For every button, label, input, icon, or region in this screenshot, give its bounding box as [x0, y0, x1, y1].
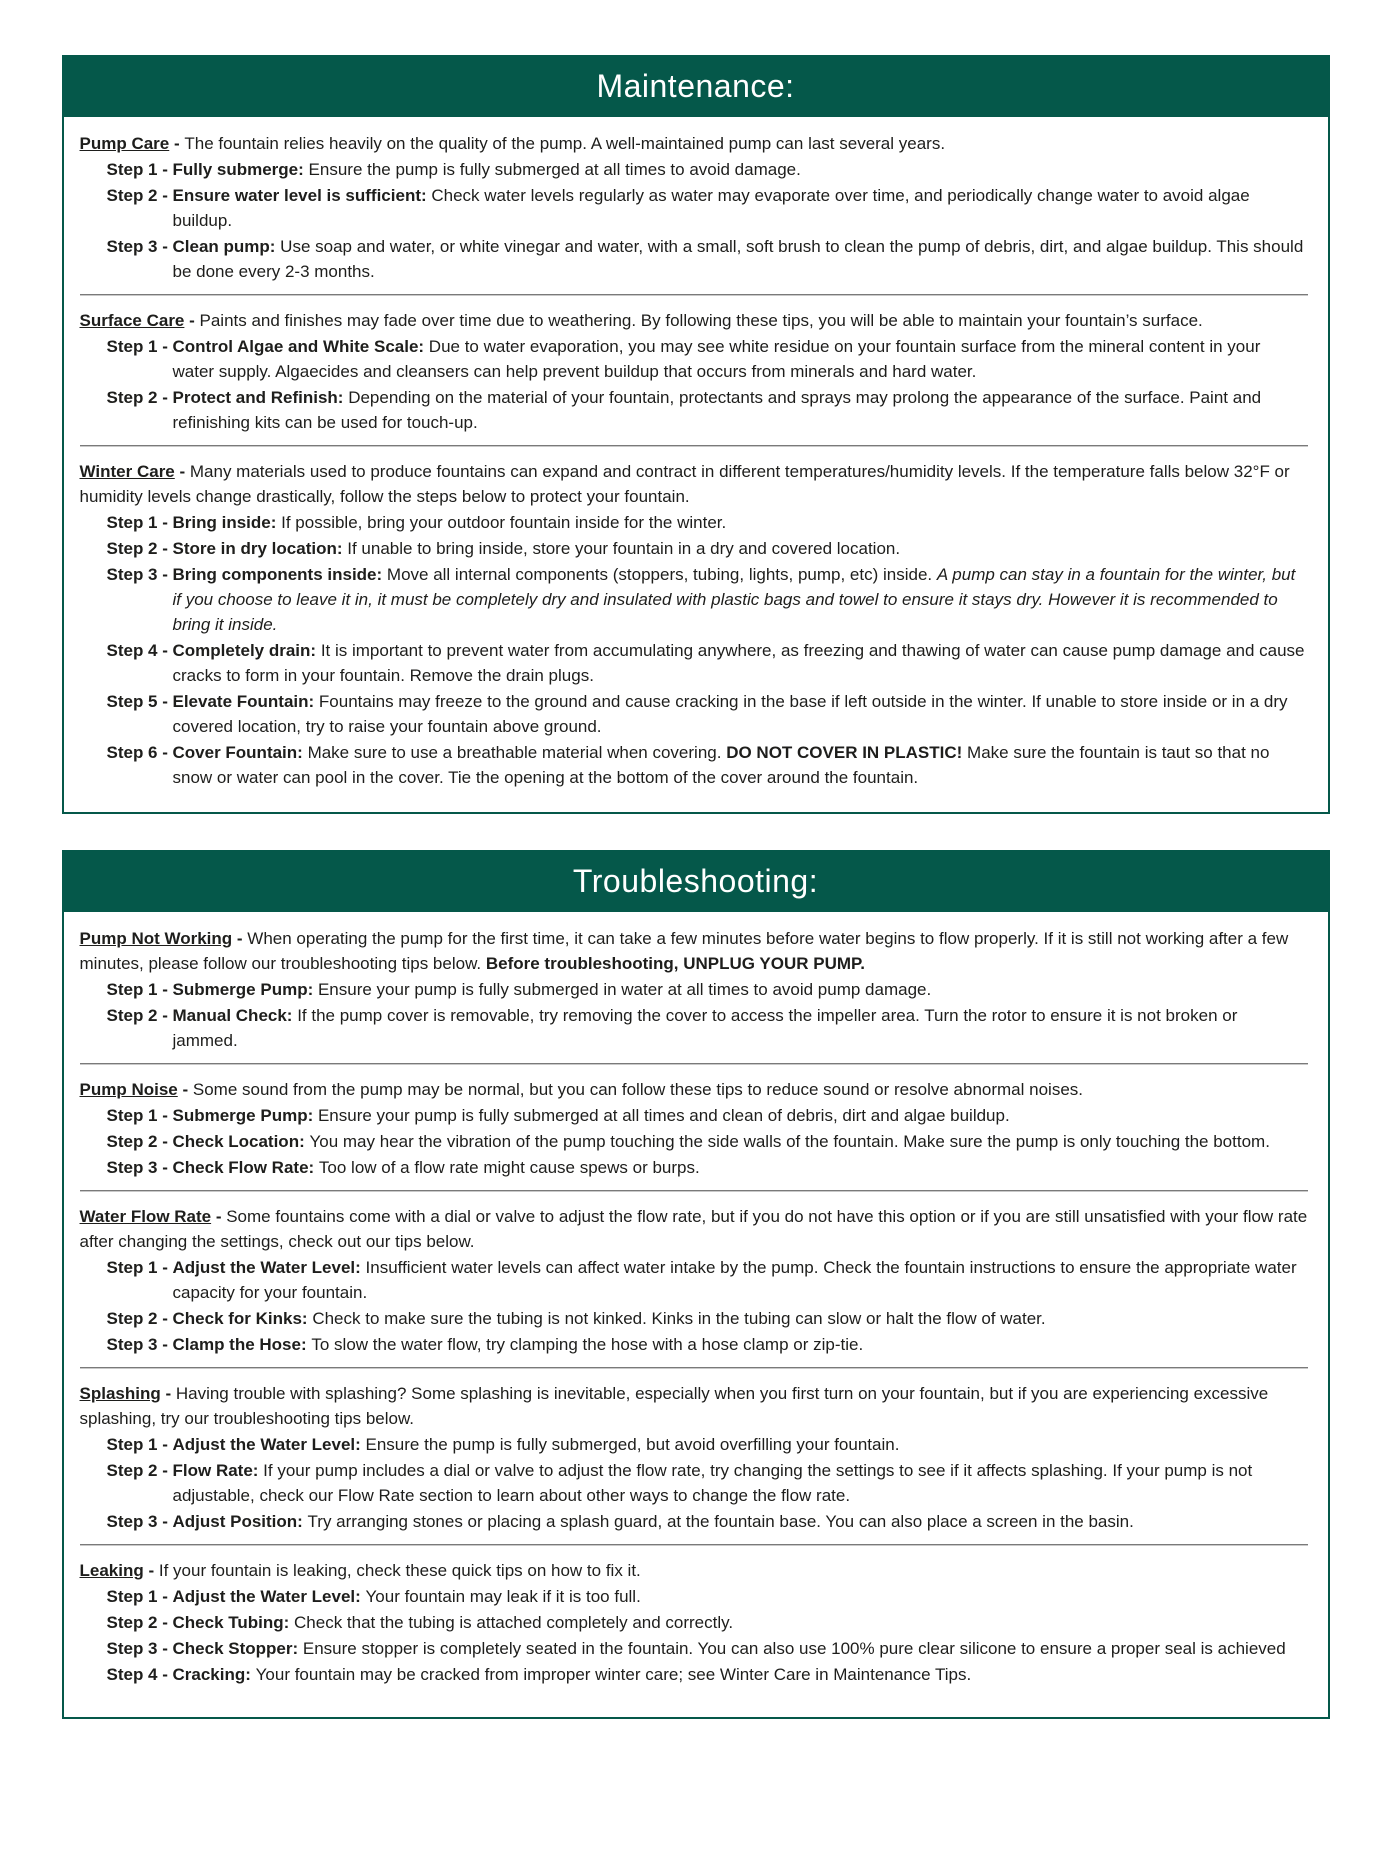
step-text	[173, 638, 1308, 688]
text-run: If the pump cover is removable, try removing the cover to access the impeller area. Turn the rotor to ensure it is not broken or jammed.	[172, 1006, 1238, 1050]
step-label: Adjust Position:	[172, 1512, 308, 1531]
group-name-separator: -	[184, 311, 200, 330]
group-divider	[80, 294, 1308, 296]
step-label: Adjust the Water Level:	[172, 1258, 366, 1277]
text-run: Before troubleshooting, UNPLUG YOUR PUMP.	[485, 954, 865, 973]
group-winter-care	[80, 459, 1308, 790]
group-divider	[80, 1367, 1308, 1369]
step-row	[107, 977, 1308, 1002]
text-run: Depending on the material of your fountain, protectants and sprays may prolong the appearance of the surface. Paint and refinishing kits can be used for touch-up.	[172, 388, 1262, 432]
step-number: Step 2 -	[106, 186, 168, 205]
step-number: Step 1 -	[106, 513, 168, 532]
step-text	[173, 1509, 1308, 1534]
troubleshooting-header-bar	[64, 852, 1328, 912]
step-label: Clamp the Hose:	[172, 1335, 312, 1354]
text-run: DO NOT COVER IN PLASTIC!	[726, 743, 963, 762]
step-number: Step 1 -	[106, 1258, 168, 1277]
text-run: Ensure your pump is fully submerged at all times and clean of debris, dirt and algae buildup.	[317, 1106, 1010, 1125]
step-row	[107, 536, 1308, 561]
text-run: Insufficient water levels can affect water intake by the pump. Check the fountain instructions to ensure the appropriate water capacity for your fountain.	[172, 1258, 1297, 1302]
group-divider	[80, 1190, 1308, 1192]
maintenance-header-bar	[64, 57, 1328, 117]
step-number: Step 4 -	[106, 1665, 168, 1684]
step-number: Step 5 -	[106, 692, 168, 711]
step-label: Ensure water level is sufficient:	[172, 186, 432, 205]
group-splashing	[80, 1381, 1308, 1534]
text-run: Some fountains come with a dial or valve to adjust the flow rate, but if you do not have this option or if you are still unsatisfied with your flow rate after changing the settings, check out our tips below.	[79, 1207, 1308, 1251]
group-leaking	[80, 1558, 1308, 1687]
text-run: Paints and finishes may fade over time due to weathering. By following these tips, you will be able to maintain your fountain’s surface.	[199, 311, 1203, 330]
step-number: Step 2 -	[106, 1006, 168, 1025]
step-row	[107, 689, 1308, 739]
step-row	[107, 334, 1308, 384]
step-number: Step 2 -	[106, 1613, 168, 1632]
maintenance-section	[62, 55, 1330, 814]
group-intro	[80, 1558, 1308, 1583]
text-run: Ensure stopper is completely seated in the fountain. You can also use 100% pure clear silicone to ensure a proper seal is achieved	[302, 1639, 1286, 1658]
text-run: Fountains may freeze to the ground and cause cracking in the base if left outside in the winter. If unable to store inside or in a dry covered location, try to raise your fountain above ground.	[172, 692, 1288, 736]
troubleshooting-section	[62, 850, 1330, 1719]
text-run: Your fountain may be cracked from improper winter care; see Winter Care in Maintenance Tips.	[255, 1665, 972, 1684]
step-text	[173, 1129, 1308, 1154]
step-text	[173, 536, 1308, 561]
group-pump-not-working	[80, 926, 1308, 1053]
group-intro	[80, 926, 1308, 976]
step-row	[107, 1306, 1308, 1331]
group-name-separator: -	[232, 929, 248, 948]
step-label: Check Stopper:	[172, 1639, 303, 1658]
group-name-separator: -	[211, 1207, 227, 1226]
step-label: Clean pump:	[172, 237, 281, 256]
group-intro	[80, 1381, 1308, 1431]
step-row	[107, 1003, 1308, 1053]
step-label: Check for Kinks:	[172, 1309, 313, 1328]
group-divider	[80, 1063, 1308, 1065]
troubleshooting-title: Troubleshooting:	[572, 863, 819, 899]
step-label: Submerge Pump:	[172, 980, 318, 999]
step-text	[173, 562, 1308, 637]
step-text	[173, 1155, 1308, 1180]
group-name-separator: -	[160, 1384, 176, 1403]
group-name-separator: -	[169, 134, 185, 153]
step-label: Bring components inside:	[172, 565, 387, 584]
step-text	[173, 1636, 1308, 1661]
step-label: Control Algae and White Scale:	[172, 337, 429, 356]
step-number: Step 3 -	[106, 237, 168, 256]
step-label: Cover Fountain:	[172, 743, 308, 762]
step-row	[107, 1458, 1308, 1508]
group-name: Pump Care	[79, 134, 170, 153]
step-row	[107, 1255, 1308, 1305]
step-label: Manual Check:	[172, 1006, 298, 1025]
step-row	[107, 1103, 1308, 1128]
step-row	[107, 157, 1308, 182]
step-text	[173, 385, 1308, 435]
step-number: Step 3 -	[106, 1158, 168, 1177]
text-run: Your fountain may leak if it is too full.	[365, 1587, 641, 1606]
text-run: Ensure your pump is fully submerged in water at all times to avoid pump damage.	[317, 980, 932, 999]
step-row	[107, 1662, 1308, 1687]
group-divider	[80, 445, 1308, 447]
group-name: Surface Care	[79, 311, 185, 330]
step-number: Step 3 -	[106, 1639, 168, 1658]
text-run: When operating the pump for the first time, it can take a few minutes before water begins to flow properly. If it is still not working after a few minutes, please follow our troubleshooting tips below.	[79, 929, 1289, 973]
group-name: Winter Care	[79, 462, 175, 481]
step-text	[173, 1458, 1308, 1508]
step-text	[173, 1332, 1308, 1357]
text-run: Having trouble with splashing? Some splashing is inevitable, especially when you first turn on your fountain, but if you are experiencing excessive splashing, try our troubleshooting tips below.	[79, 1384, 1269, 1428]
step-label: Submerge Pump:	[172, 1106, 318, 1125]
text-run: If your fountain is leaking, check these quick tips on how to fix it.	[158, 1561, 641, 1580]
step-number: Step 1 -	[106, 1106, 168, 1125]
text-run: Ensure the pump is fully submerged, but avoid overfilling your fountain.	[365, 1435, 900, 1454]
step-number: Step 1 -	[106, 337, 168, 356]
step-number: Step 2 -	[106, 1132, 168, 1151]
step-label: Adjust the Water Level:	[172, 1435, 366, 1454]
group-name: Pump Noise	[79, 1080, 178, 1099]
step-number: Step 2 -	[106, 1461, 168, 1480]
step-row	[107, 562, 1308, 637]
step-label: Adjust the Water Level:	[172, 1587, 366, 1606]
step-text	[173, 510, 1308, 535]
group-intro	[80, 1204, 1308, 1254]
group-name-separator: -	[177, 1080, 193, 1099]
step-text	[173, 977, 1308, 1002]
group-surface-care	[80, 308, 1308, 435]
step-row	[107, 1584, 1308, 1609]
step-label: Check Tubing:	[172, 1613, 295, 1632]
step-row	[107, 234, 1308, 284]
text-run: Try arranging stones or placing a splash guard, at the fountain base. You can also place a screen in the basin.	[307, 1512, 1134, 1531]
step-text	[173, 740, 1308, 790]
step-number: Step 2 -	[106, 388, 168, 407]
text-run: Some sound from the pump may be normal, but you can follow these tips to reduce sound or resolve abnormal noises.	[192, 1080, 1084, 1099]
text-run: A pump can stay in a fountain for the winter, but if you choose to leave it in, it must be completely dry and insulated with plastic bags and towel to ensure it stays dry. However it is recommended to bring it inside.	[172, 565, 1296, 634]
text-run: Many materials used to produce fountains can expand and contract in different temperatures/humidity levels. If the temperature falls below 32°F or humidity levels change drastically, follow the steps below to protect your fountain.	[79, 462, 1290, 506]
step-number: Step 1 -	[106, 160, 168, 179]
step-row	[107, 1610, 1308, 1635]
step-text	[173, 1255, 1308, 1305]
group-water-flow-rate	[80, 1204, 1308, 1357]
text-run: You may hear the vibration of the pump touching the side walls of the fountain. Make sure the pump is only touching the bottom.	[309, 1132, 1270, 1151]
text-run: Check to make sure the tubing is not kinked. Kinks in the tubing can slow or halt the flow of water.	[312, 1309, 1046, 1328]
step-text	[173, 234, 1308, 284]
step-number: Step 6 -	[106, 743, 168, 762]
step-text	[173, 157, 1308, 182]
troubleshooting-content	[64, 912, 1328, 1717]
step-number: Step 3 -	[106, 1512, 168, 1531]
step-text	[173, 1306, 1308, 1331]
text-run: If your pump includes a dial or valve to adjust the flow rate, try changing the settings to see if it affects splashing. If your pump is not adjustable, check our Flow Rate section to learn about other ways to change the flow rate.	[172, 1461, 1253, 1505]
text-run: It is important to prevent water from accumulating anywhere, as freezing and thawing of water can cause pump damage and cause cracks to form in your fountain. Remove the drain plugs.	[172, 641, 1305, 685]
text-run: Due to water evaporation, you may see white residue on your fountain surface from the mineral content in your water supply. Algaecides and cleansers can help prevent buildup that occurs from minerals and hard water.	[172, 337, 1261, 381]
step-text	[173, 1103, 1308, 1128]
step-number: Step 1 -	[106, 1435, 168, 1454]
step-number: Step 3 -	[106, 1335, 168, 1354]
text-run: Check water levels regularly as water may evaporate over time, and periodically change water to avoid algae buildup.	[172, 186, 1250, 230]
step-text	[173, 1662, 1308, 1687]
group-name: Leaking	[79, 1561, 144, 1580]
step-row	[107, 1155, 1308, 1180]
step-row	[107, 183, 1308, 233]
text-run: If possible, bring your outdoor fountain inside for the winter.	[281, 513, 727, 532]
text-run: Too low of a flow rate might cause spews or burps.	[318, 1158, 700, 1177]
step-text	[173, 183, 1308, 233]
group-name-separator: -	[143, 1561, 159, 1580]
step-number: Step 4 -	[106, 641, 168, 660]
step-text	[173, 1003, 1308, 1053]
step-number: Step 2 -	[106, 539, 168, 558]
step-label: Check Flow Rate:	[172, 1158, 319, 1177]
step-row	[107, 1332, 1308, 1357]
text-run: Ensure the pump is fully submerged at all times to avoid damage.	[308, 160, 801, 179]
step-text	[173, 334, 1308, 384]
maintenance-title: Maintenance:	[596, 68, 795, 104]
group-name: Water Flow Rate	[79, 1207, 212, 1226]
maintenance-content	[64, 117, 1328, 812]
text-run: Move all internal components (stoppers, tubing, lights, pump, etc) inside.	[386, 565, 937, 584]
step-row	[107, 1636, 1308, 1661]
page	[0, 55, 1391, 1855]
text-run: The fountain relies heavily on the quality of the pump. A well-maintained pump can last several years.	[184, 134, 946, 153]
step-label: Elevate Fountain:	[172, 692, 319, 711]
step-text	[173, 1584, 1308, 1609]
group-intro	[80, 459, 1308, 509]
step-row	[107, 1509, 1308, 1534]
group-pump-care	[80, 131, 1308, 284]
group-intro	[80, 131, 1308, 156]
step-label: Cracking:	[172, 1665, 256, 1684]
step-label: Flow Rate:	[172, 1461, 264, 1480]
care-guide-document	[0, 55, 1391, 1719]
step-label: Completely drain:	[172, 641, 321, 660]
group-name: Pump Not Working	[79, 929, 233, 948]
step-label: Bring inside:	[172, 513, 282, 532]
step-row	[107, 1129, 1308, 1154]
step-number: Step 2 -	[106, 1309, 168, 1328]
group-name: Splashing	[79, 1384, 161, 1403]
step-label: Store in dry location:	[172, 539, 348, 558]
step-row	[107, 385, 1308, 435]
group-pump-noise	[80, 1077, 1308, 1180]
text-run: Use soap and water, or white vinegar and water, with a small, soft brush to clean the pump of debris, dirt, and algae buildup. This should be done every 2-3 months.	[172, 237, 1304, 281]
group-intro	[80, 1077, 1308, 1102]
step-label: Check Location:	[172, 1132, 310, 1151]
step-row	[107, 740, 1308, 790]
step-number: Step 1 -	[106, 1587, 168, 1606]
step-number: Step 3 -	[106, 565, 168, 584]
group-divider	[80, 1544, 1308, 1546]
group-name-separator: -	[174, 462, 190, 481]
text-run: Make sure the fountain is taut so that no snow or water can pool in the cover. Tie the opening at the bottom of the cover around the fountain.	[172, 743, 1270, 787]
step-text	[173, 689, 1308, 739]
step-label: Protect and Refinish:	[172, 388, 349, 407]
text-run: Check that the tubing is attached completely and correctly.	[294, 1613, 734, 1632]
text-run: Make sure to use a breathable material when covering.	[307, 743, 727, 762]
step-number: Step 1 -	[106, 980, 168, 999]
step-label: Fully submerge:	[172, 160, 309, 179]
step-row	[107, 638, 1308, 688]
step-row	[107, 510, 1308, 535]
group-intro	[80, 308, 1308, 333]
text-run: To slow the water flow, try clamping the hose with a hose clamp or zip-tie.	[311, 1335, 864, 1354]
text-run: If unable to bring inside, store your fountain in a dry and covered location.	[347, 539, 901, 558]
step-row	[107, 1432, 1308, 1457]
step-text	[173, 1610, 1308, 1635]
step-text	[173, 1432, 1308, 1457]
